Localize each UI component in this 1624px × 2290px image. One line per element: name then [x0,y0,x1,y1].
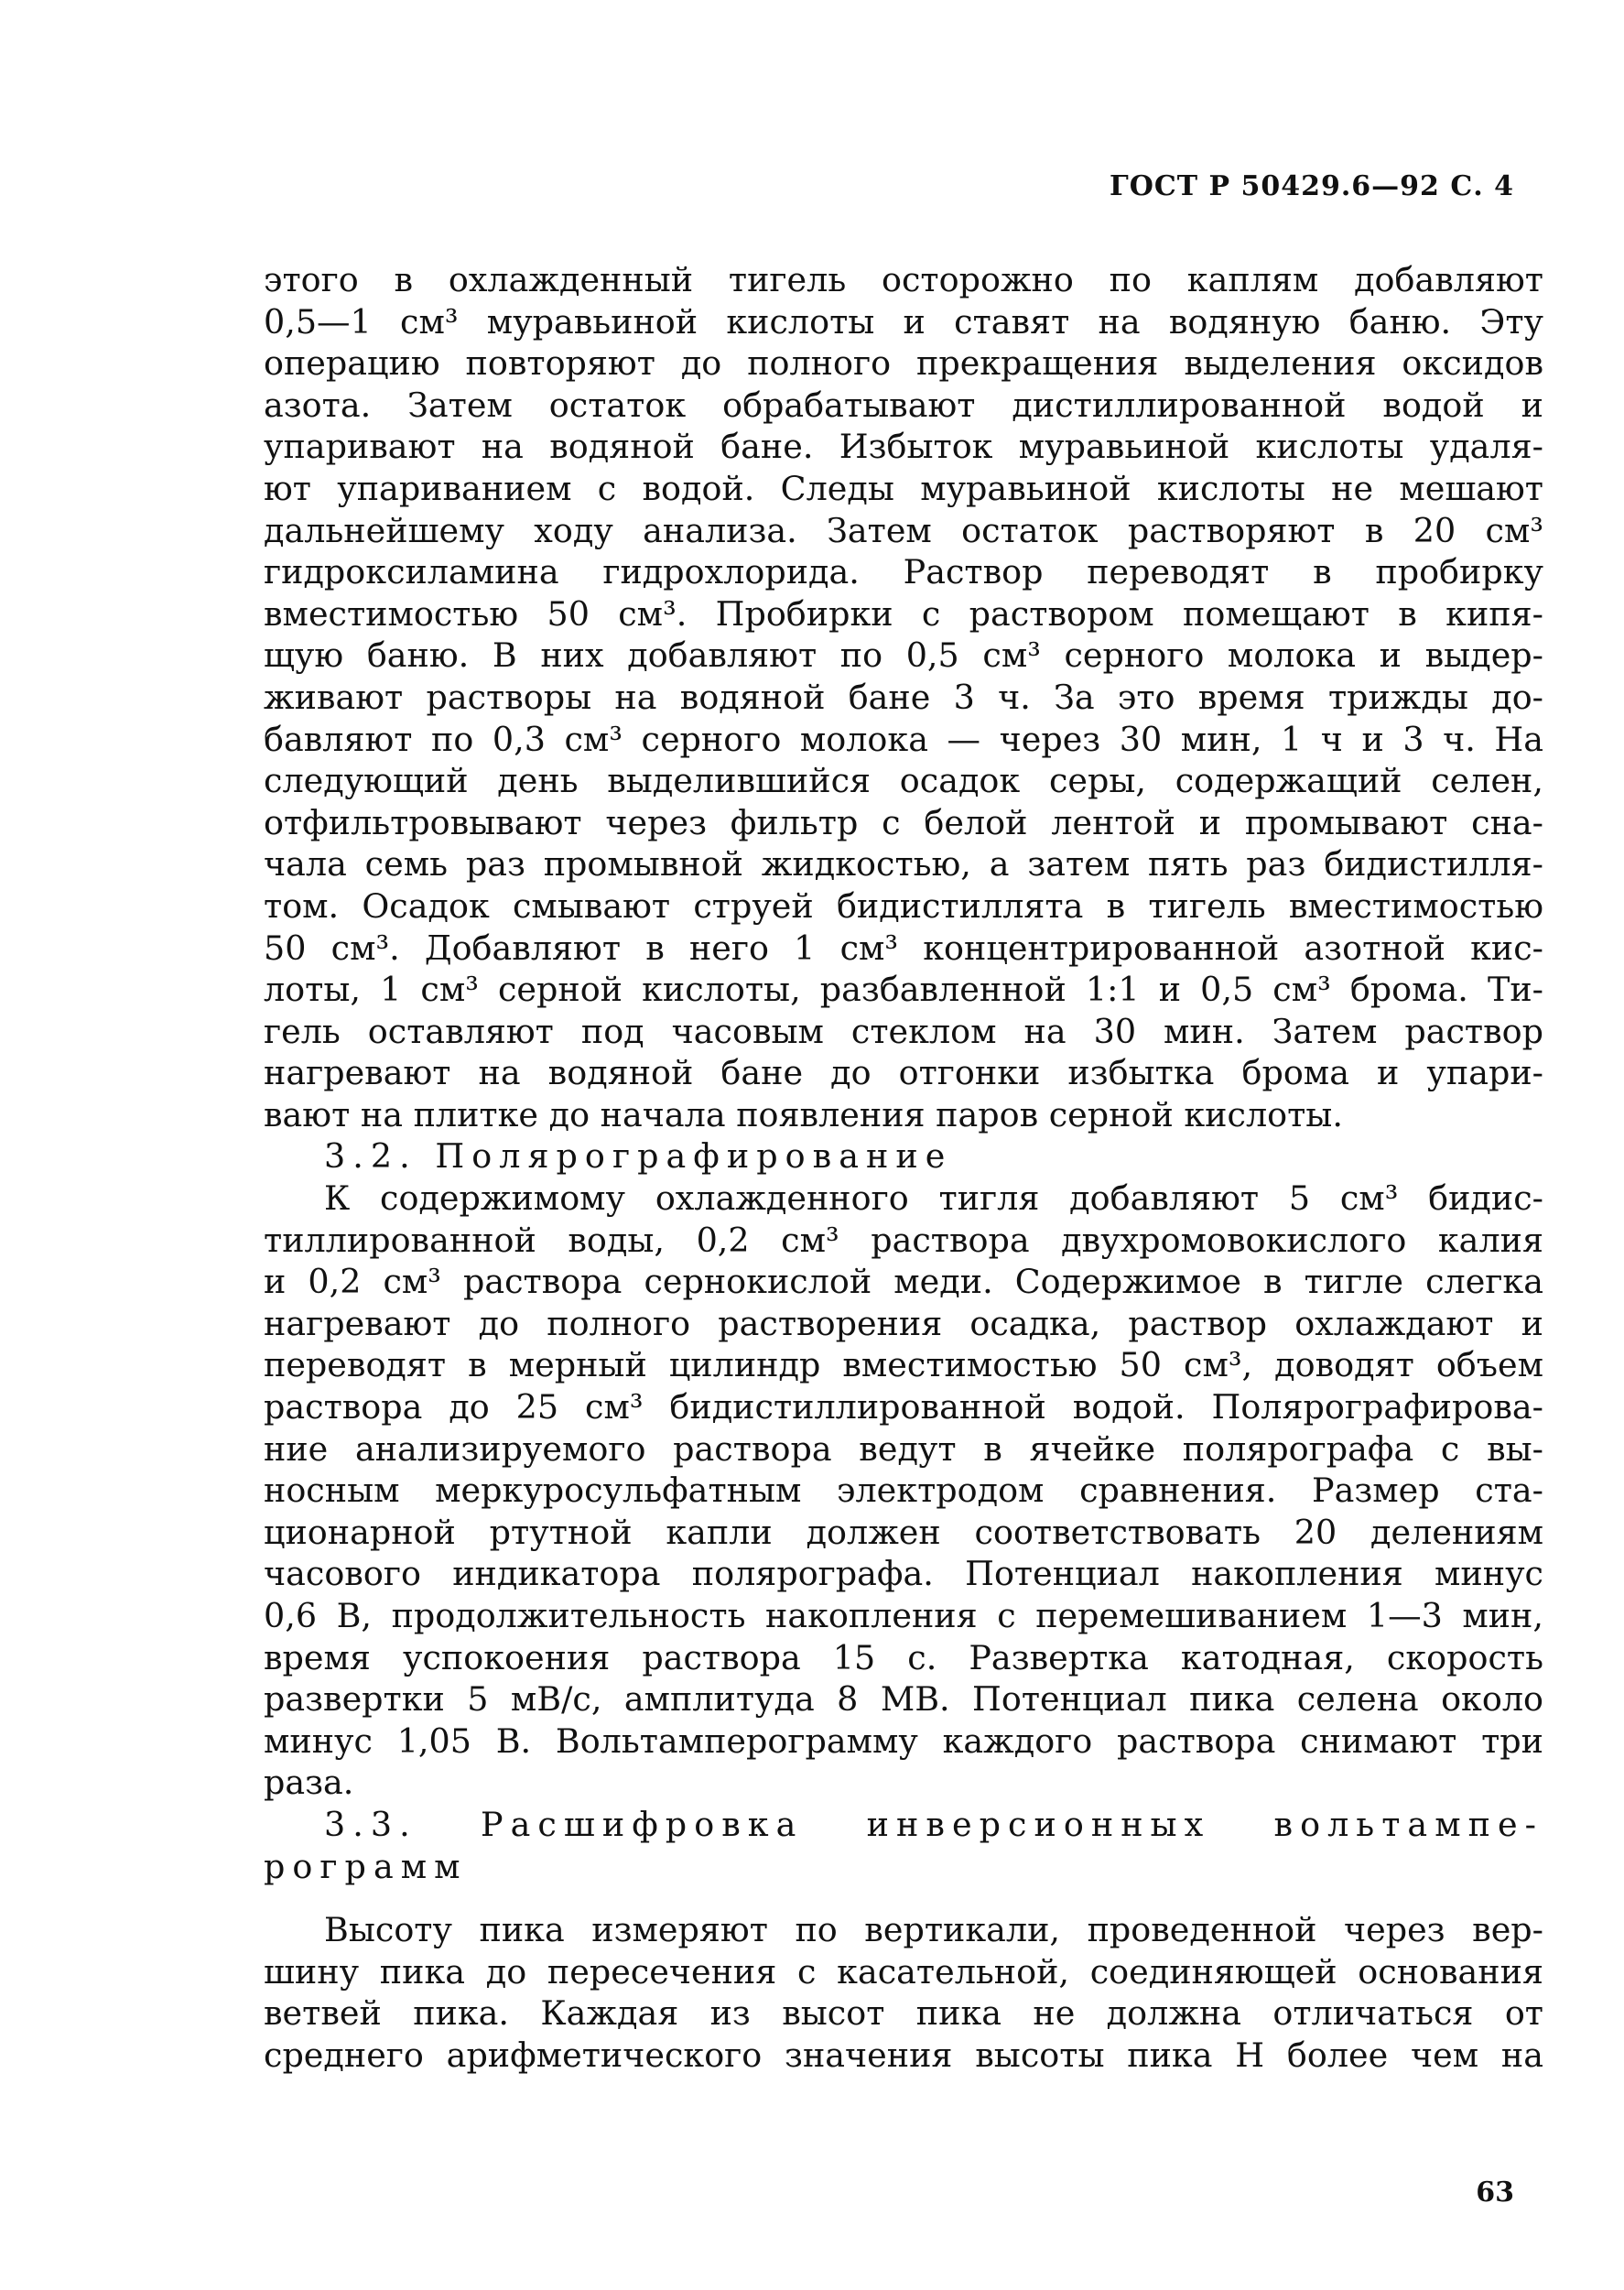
text-line: азота. Затем остаток обрабатывают дистиллированной водой и [264,385,1543,425]
text-line: упаривают на водяной бане. Избыток муравьиной кислоты удаля- [264,427,1543,467]
text-line: носным меркуросульфатным электродом сравнения. Размер ста- [264,1471,1543,1511]
text-line: вместимостью 50 см³. Пробирки с раствором помещают в кипя- [264,593,1543,634]
text-line: и 0,2 см³ раствора сернокислой меди. Содержимое в тигле слегка [264,1262,1543,1302]
text-line: среднего арифметического значения высоты пика H более чем на [264,2035,1543,2075]
text-line: К содержимому охлажденного тигля добавляют 5 см³ бидис- [324,1178,1543,1219]
section-heading-line: 3.2. Полярографирование [324,1136,953,1177]
text-line: вают на плитке до начала появления паров серной кислоты. [264,1094,1343,1134]
text-line: дальнейшему ходу анализа. Затем остаток растворяют в 20 см³ [264,510,1543,550]
section-heading-line: рограмм [264,1846,468,1886]
page-header: ГОСТ Р 50429.6—92 С. 4 [1109,170,1514,202]
text-line: 50 см³. Добавляют в него 1 см³ концентрированной азотной кис- [264,928,1543,968]
text-line: тиллированной воды, 0,2 см³ раствора двухромовокислого калия [264,1220,1543,1260]
text-line: ветвей пика. Каждая из высот пика не должна отличаться от [264,1993,1543,2034]
text-line: следующий день выделившийся осадок серы, содержащий селен, [264,761,1543,801]
section-heading-line: 3.3. Расшифровка инверсионных вольтампе- [324,1804,1543,1844]
text-line: гель оставляют под часовым стеклом на 30 мин. Затем раствор [264,1011,1543,1051]
text-line: раза. [264,1763,354,1803]
text-line: нагревают до полного растворения осадка, раствор охлаждают и [264,1303,1543,1343]
text-line: 0,5—1 см³ муравьиной кислоты и ставят на водяную баню. Эту [264,301,1543,342]
text-line: живают растворы на водяной бане 3 ч. За это время трижды до- [264,677,1543,717]
text-line: раствора до 25 см³ бидистиллированной водой. Полярографирова- [264,1387,1543,1427]
page-number: 63 [1476,2176,1514,2209]
document-body [264,259,1543,2077]
text-line: минус 1,05 В. Вольтамперограмму каждого раствора снимают три [264,1720,1543,1761]
text-line: щую баню. В них добавляют по 0,5 см³ серного молока и выдер- [264,635,1543,676]
text-line: шину пика до пересечения с касательной, соединяющей основания [264,1951,1543,1992]
text-line: время успокоения раствора 15 с. Развертка катодная, скорость [264,1637,1543,1677]
text-line: этого в охлажденный тигель осторожно по каплям добавляют [264,260,1543,299]
text-line: ют упариванием с водой. Следы муравьиной кислоты не мешают [264,468,1543,508]
text-line: переводят в мерный цилиндр вместимостью 50 см³, доводят объем [264,1345,1543,1385]
text-line: Высоту пика измеряют по вертикали, проведенной через вер- [324,1910,1543,1950]
text-line: ние анализируемого раствора ведут в ячейке полярографа с вы- [264,1428,1543,1469]
text-line: часового индикатора полярографа. Потенциал накопления минус [264,1554,1543,1594]
paragraph-gap [264,1887,1543,1909]
text-line: ционарной ртутной капли должен соответствовать 20 делениям [264,1512,1543,1552]
text-line: отфильтровывают через фильтр с белой лентой и промывают сна- [264,802,1543,842]
text-line: гидроксиламина гидрохлорида. Раствор переводят в пробирку [264,552,1543,592]
text-line: операцию повторяют до полного прекращения выделения оксидов [264,343,1543,384]
text-line: бавляют по 0,3 см³ серного молока — через 30 мин, 1 ч и 3 ч. На [264,719,1543,759]
text-line: том. Осадок смывают струей бидистиллята в тигель вместимостью [264,885,1543,926]
text-line: лоты, 1 см³ серной кислоты, разбавленной 1:1 и 0,5 см³ брома. Ти- [264,970,1543,1010]
text-line: 0,6 В, продолжительность накопления с перемешиванием 1—3 мин, [264,1596,1543,1635]
text-line: чала семь раз промывной жидкостью, а затем пять раз бидистилля- [264,844,1543,885]
text-line: нагревают на водяной бане до отгонки избытка брома и упари- [264,1053,1543,1093]
text-line: развертки 5 мВ/с, амплитуда 8 МВ. Потенциал пика селена около [264,1679,1543,1720]
